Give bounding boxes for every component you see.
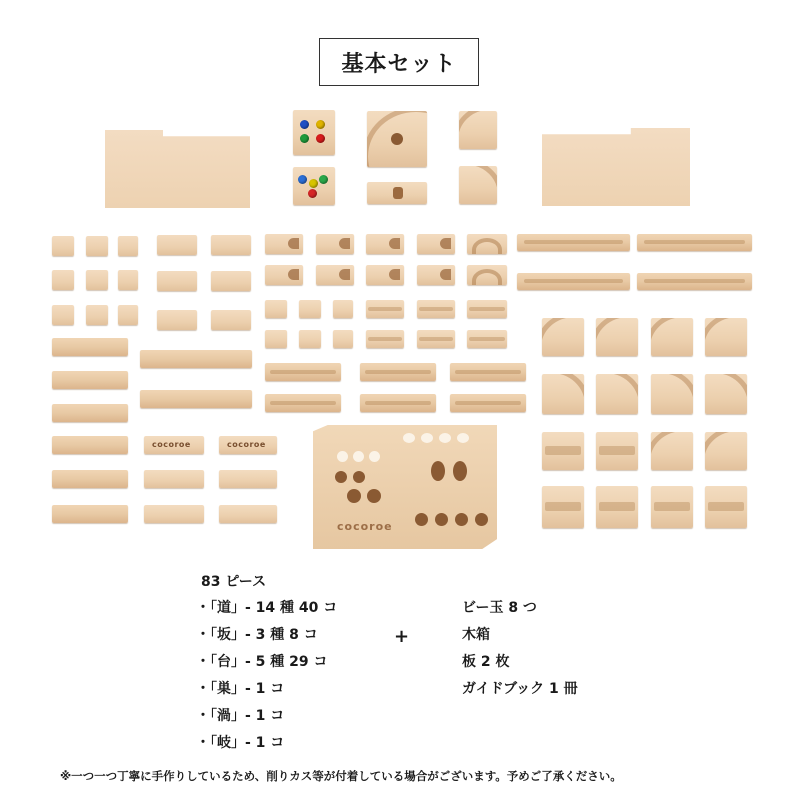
long-rail [637,273,752,290]
long-plank [52,436,128,454]
engraved-block [144,436,204,454]
slope-tile [651,486,693,528]
medium-block [157,271,197,291]
rail [450,363,526,381]
arch-block [467,234,507,254]
engraved-block [219,436,277,454]
medium-block [211,310,251,330]
small-block [265,300,287,318]
footnote: ※一つ一つ丁寧に手作りしているため、削りカス等が付着している場合がございます。予めご了承ください。 [60,769,622,783]
box-hole [431,461,445,481]
notch-block [265,265,303,285]
piece-item: ・「岐」- 1 コ [196,735,285,751]
engraving-text: cocoroe [227,440,266,449]
groove-block [467,300,507,318]
notch-block [316,234,354,254]
notch-block [265,234,303,254]
curve-tile [705,318,747,356]
long-plank [140,350,252,368]
pieces-heading: 83 ピース [201,574,267,590]
piece-item: ・「巣」- 1 コ [196,681,285,697]
small-block [86,270,108,290]
small-block [265,330,287,348]
extra-item: 板 2 枚 [462,654,510,670]
box-hole [439,433,451,443]
whirl-piece [367,111,427,167]
nest-piece-lower [293,167,335,205]
long-plank [52,470,128,488]
medium-block [157,310,197,330]
page-title: 基本セット [319,38,479,86]
curve-tile [705,374,747,414]
box-hole [403,433,415,443]
box-hole [347,489,361,503]
marble [309,179,318,188]
extra-item: ガイドブック 1 冊 [462,681,578,697]
branch-hole [393,187,403,199]
medium-block [219,470,277,488]
groove-block [366,330,404,348]
marble [316,134,325,143]
long-rail [517,234,630,251]
notch-block [316,265,354,285]
rail [265,363,341,381]
groove-block [417,300,455,318]
box-engraving: cocoroe [337,520,393,533]
small-block [52,236,74,256]
extra-item: 木箱 [462,627,490,643]
small-block [299,330,321,348]
slope-tile [596,486,638,528]
small-block [52,270,74,290]
medium-block [144,470,204,488]
rail [360,394,436,412]
box-hole [415,513,428,526]
box-hole [455,513,468,526]
long-plank [52,338,128,356]
branch-piece [367,182,427,204]
marble [300,120,309,129]
nest-piece [293,110,335,155]
box-hole [367,489,381,503]
long-plank [52,404,128,422]
curve-tile [651,318,693,356]
notch-block [366,265,404,285]
slope-tile [705,486,747,528]
piece-item: ・「道」- 14 種 40 コ [196,600,338,616]
small-block [118,270,138,290]
wooden-board-left [105,130,250,208]
curve-tile [596,318,638,356]
notch-block [366,234,404,254]
marble [308,189,317,198]
box-hole [369,451,380,462]
small-block [333,300,353,318]
groove-tile [542,432,584,470]
small-block [299,300,321,318]
slope-curve-piece [459,166,497,204]
rail [265,394,341,412]
small-block [333,330,353,348]
box-hole [421,433,433,443]
groove-block [417,330,455,348]
notch-block [417,234,455,254]
extra-item: ビー玉 8 つ [462,600,537,616]
curve-tile [542,374,584,414]
medium-block [219,505,277,523]
small-block [118,305,138,325]
box-hole [353,451,364,462]
notch-block [417,265,455,285]
long-rail [517,273,630,290]
marble [300,134,309,143]
long-plank [52,371,128,389]
long-plank [140,390,252,408]
medium-block [157,235,197,255]
small-block [118,236,138,256]
small-block [86,305,108,325]
box-hole [475,513,488,526]
box-hole [335,471,347,483]
medium-block [211,235,251,255]
curve-tile [542,318,584,356]
rail [450,394,526,412]
piece-item: ・「渦」- 1 コ [196,708,285,724]
curve-tile [596,374,638,414]
curve-tile [705,432,747,470]
small-block [52,305,74,325]
wooden-board-right [542,128,690,206]
whirl-hole [391,133,403,145]
box-hole [453,461,467,481]
box-hole [353,471,365,483]
medium-block [211,271,251,291]
medium-block [144,505,204,523]
piece-item: ・「台」- 5 種 29 コ [196,654,328,670]
long-rail [637,234,752,251]
engraving-text: cocoroe [152,440,191,449]
box-hole [337,451,348,462]
slope-curve-piece [459,111,497,149]
curve-tile [651,432,693,470]
arch-block [467,265,507,285]
piece-item: ・「坂」- 3 種 8 コ [196,627,318,643]
box-hole [435,513,448,526]
box-hole [457,433,469,443]
curve-tile [651,374,693,414]
plus-sign: + [394,626,410,647]
groove-block [366,300,404,318]
small-block [86,236,108,256]
groove-tile [596,432,638,470]
marble [316,120,325,129]
rail [360,363,436,381]
marble [298,175,307,184]
groove-block [467,330,507,348]
slope-tile [542,486,584,528]
long-plank [52,505,128,523]
marble [319,175,328,184]
